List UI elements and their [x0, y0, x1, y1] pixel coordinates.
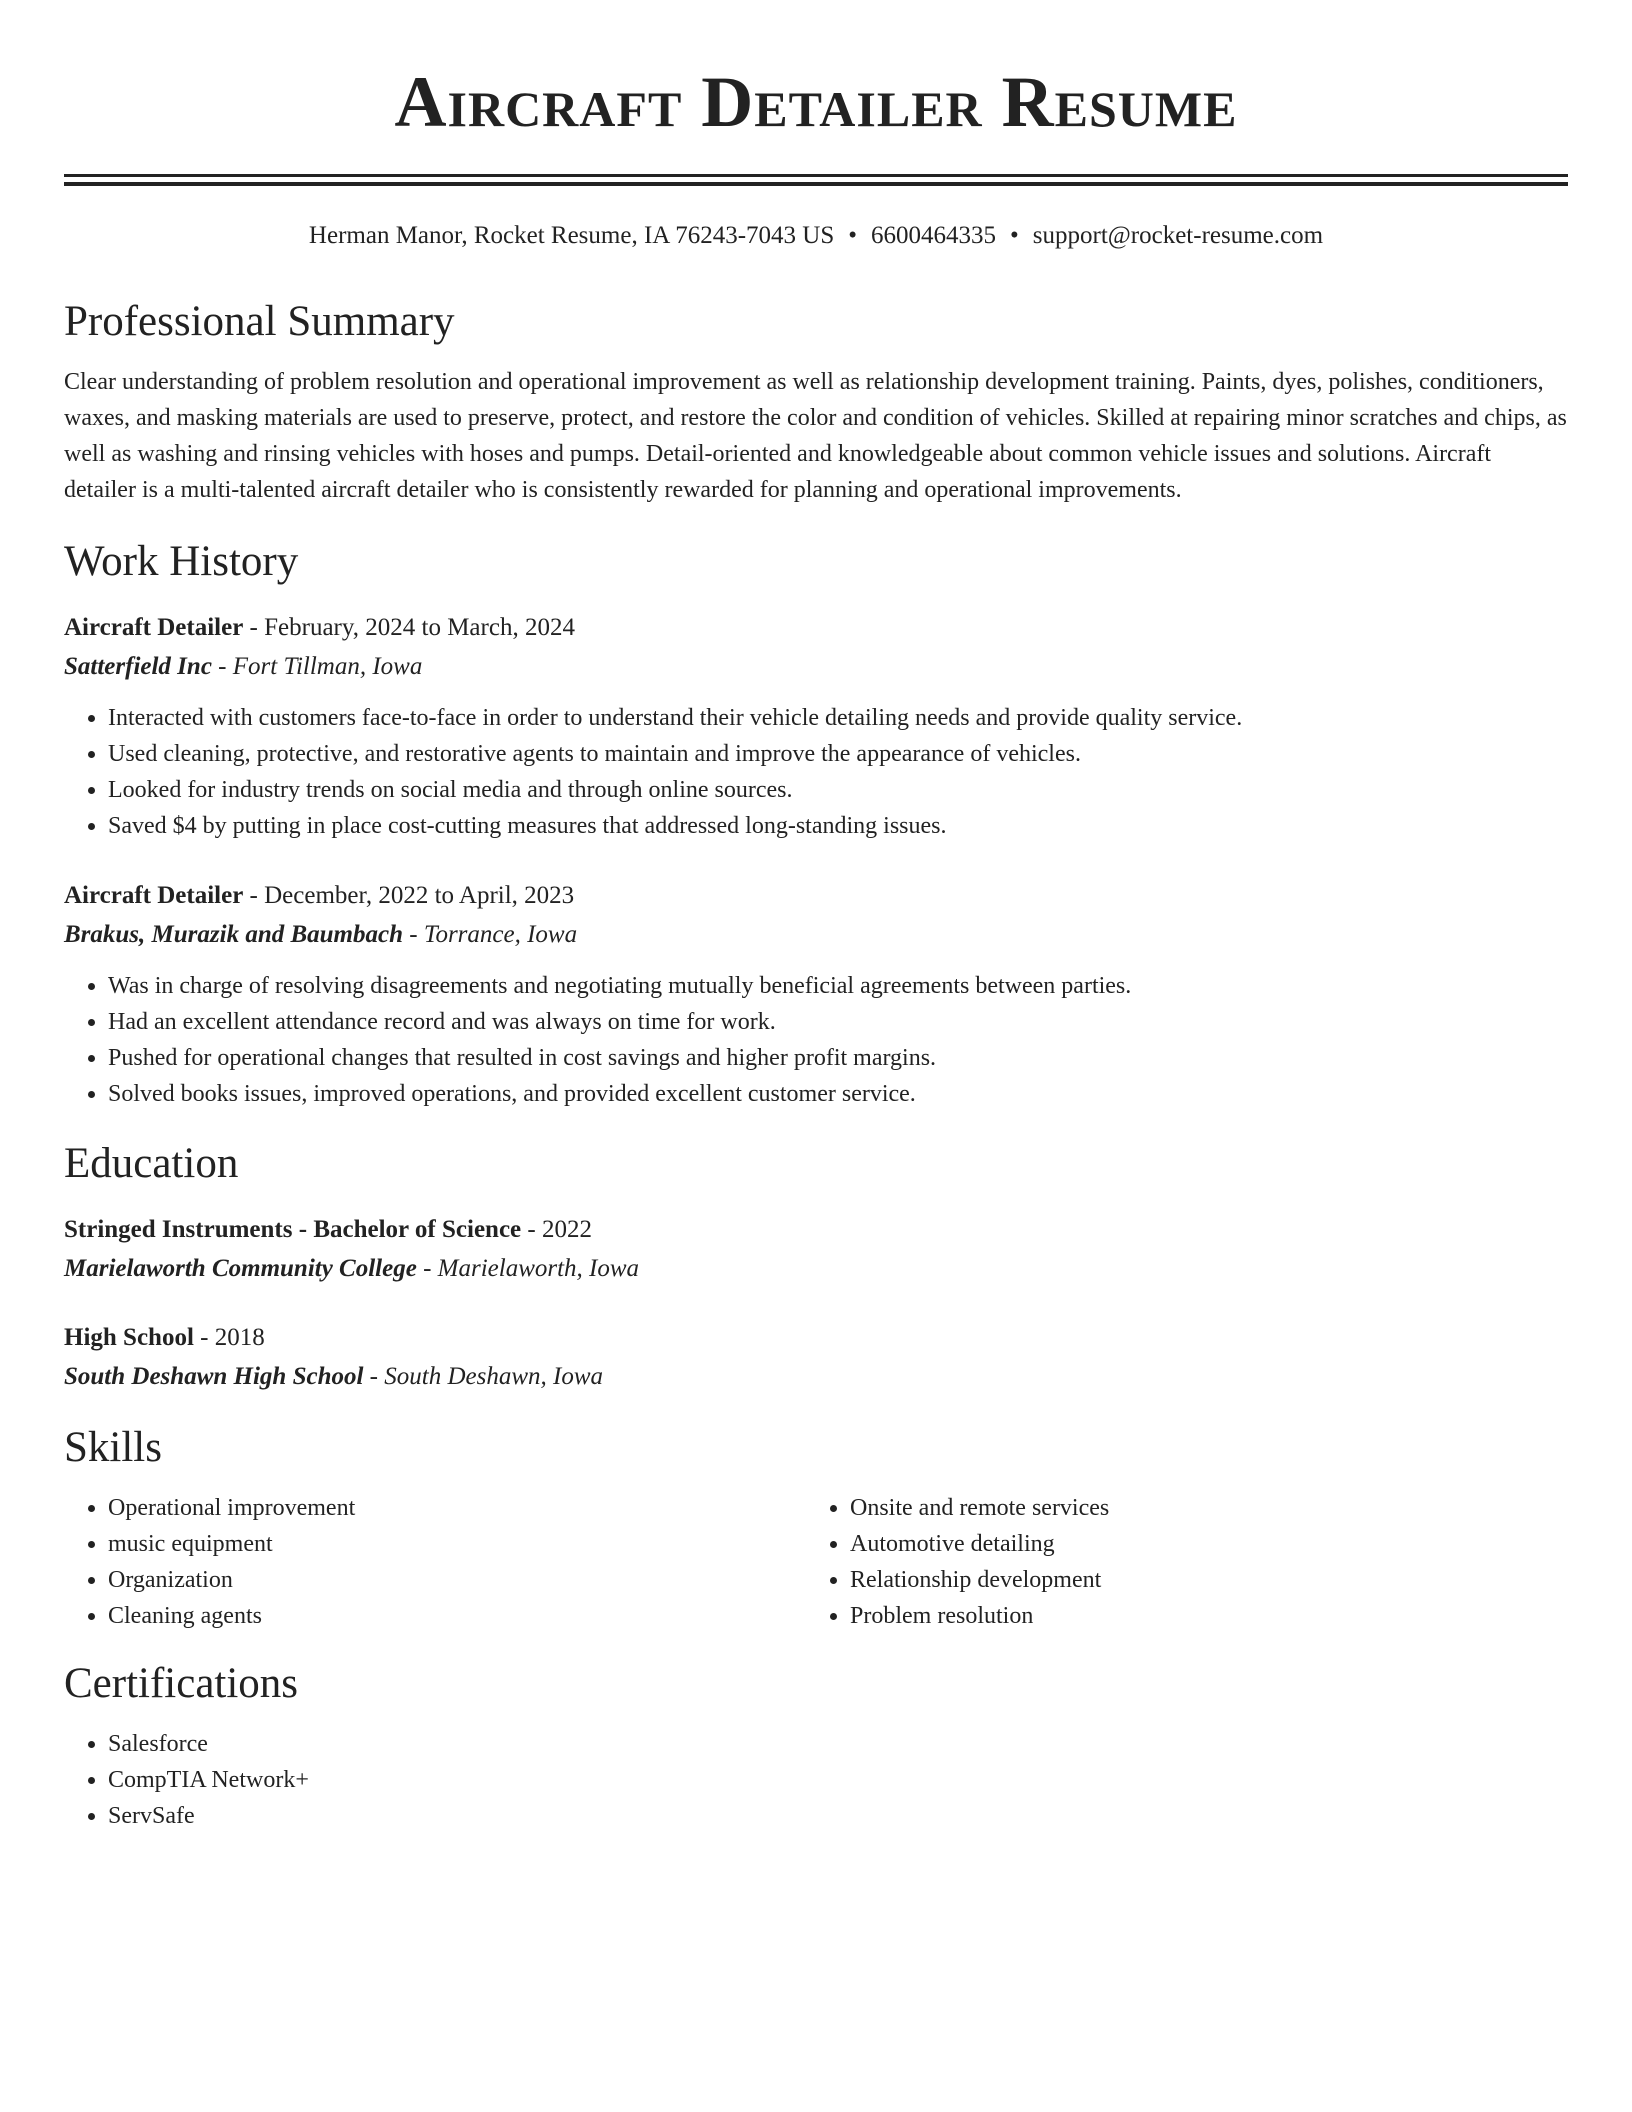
contact-line: [64, 220, 1568, 252]
job-role: Aircraft Detailer: [64, 882, 244, 909]
education-year: - 2022: [521, 1216, 592, 1243]
education-section: [64, 1136, 1568, 1396]
job-location: - Fort Tillman, Iowa: [211, 653, 423, 680]
education-school-line: [64, 1357, 1568, 1396]
summary-text: Clear understanding of problem resolution and operational improvement as well as relationship development training. Paints, dyes, polishes, conditioners, waxes, and masking materials are used to preserve, protect, and restore the color and condition of vehicles. Skilled at repairing minor scratches and chips, as well as washing and rinsing vehicles with hoses and pumps. Detail-oriented and knowledgeable about common vehicle issues and solutions. Aircraft detailer is a multi-talented aircraft detailer who is consistently rewarded for planning and operational improvements.: [64, 369, 1567, 503]
education-location: - Marielaworth, Iowa: [416, 1255, 640, 1282]
education-degree: Stringed Instruments - Bachelor of Science: [64, 1216, 522, 1243]
work-history-section: [64, 534, 1568, 1112]
skills-column-left: [64, 1490, 806, 1634]
work-history-heading: Work History: [64, 538, 299, 585]
summary-heading: Professional Summary: [64, 298, 455, 345]
skill-item: • Relationship development: [850, 1562, 1548, 1598]
education-entry: [64, 1210, 1568, 1288]
job-company-line: [64, 647, 1568, 686]
job-bullets: [64, 700, 1568, 844]
education-degree-line: [64, 1318, 1568, 1357]
job-entry: [64, 608, 1568, 844]
job-bullet: • Looked for industry trends on social media and through online sources.: [108, 772, 1568, 808]
education-school: Marielaworth Community College: [64, 1255, 417, 1282]
education-degree: High School: [64, 1324, 194, 1351]
skill-item: • Problem resolution: [850, 1598, 1548, 1634]
skills-section: [64, 1420, 1568, 1634]
job-bullet: • Solved books issues, improved operations, and provided excellent customer service.: [108, 1076, 1568, 1112]
certification-item: • CompTIA Network+: [108, 1762, 1568, 1798]
certifications-heading: Certifications: [64, 1660, 299, 1707]
certifications-list: [64, 1726, 1568, 1834]
education-heading: Education: [64, 1140, 239, 1187]
education-school-line: [64, 1249, 1568, 1288]
job-role: Aircraft Detailer: [64, 614, 244, 641]
job-entry: [64, 876, 1568, 1112]
certification-item: • ServSafe: [108, 1798, 1568, 1834]
job-bullet: • Pushed for operational changes that resulted in cost savings and higher profit margins.: [108, 1040, 1568, 1076]
skills-heading: Skills: [64, 1424, 162, 1471]
job-bullet: • Had an excellent attendance record and was always on time for work.: [108, 1004, 1568, 1040]
skill-item: • Onsite and remote services: [850, 1490, 1548, 1526]
skills-column-right: [806, 1490, 1548, 1634]
job-bullet: • Interacted with customers face-to-face in order to understand their vehicle detailing needs and provide quality service.: [108, 700, 1568, 736]
skill-item: • Organization: [108, 1562, 806, 1598]
contact-phone: 6600464335: [871, 222, 996, 249]
certification-item: • Salesforce: [108, 1726, 1568, 1762]
education-entry: [64, 1318, 1568, 1396]
skill-item: • Cleaning agents: [108, 1598, 806, 1634]
skill-item: • Operational improvement: [108, 1490, 806, 1526]
education-degree-line: [64, 1210, 1568, 1249]
job-title-line: [64, 608, 1568, 647]
skill-item: • Automotive detailing: [850, 1526, 1548, 1562]
job-dates: - February, 2024 to March, 2024: [243, 614, 575, 641]
contact-separator: •: [848, 222, 857, 249]
job-dates: - December, 2022 to April, 2023: [243, 882, 575, 909]
title-divider: [64, 174, 1568, 186]
education-location: - South Deshawn, Iowa: [363, 1363, 603, 1390]
contact-email: support@rocket-resume.com: [1032, 222, 1324, 249]
job-company: Brakus, Murazik and Baumbach: [64, 921, 404, 948]
education-year: - 2018: [193, 1324, 265, 1351]
skills-grid: [64, 1490, 1568, 1634]
job-title-line: [64, 876, 1568, 915]
job-company: Satterfield Inc: [64, 653, 212, 680]
certifications-section: [64, 1656, 1568, 1834]
job-bullet: • Saved $4 by putting in place cost-cutting measures that addressed long-standing issues.: [108, 808, 1568, 844]
contact-address: Herman Manor, Rocket Resume, IA 76243-7043 US: [308, 222, 835, 249]
skill-item: • music equipment: [108, 1526, 806, 1562]
education-school: South Deshawn High School: [64, 1363, 364, 1390]
summary-section: [64, 294, 1568, 508]
job-bullet: • Was in charge of resolving disagreements and negotiating mutually beneficial agreements between parties.: [108, 968, 1568, 1004]
job-bullet: • Used cleaning, protective, and restorative agents to maintain and improve the appearance of vehicles.: [108, 736, 1568, 772]
job-company-line: [64, 915, 1568, 954]
job-location: - Torrance, Iowa: [403, 921, 578, 948]
job-bullets: [64, 968, 1568, 1112]
resume-title: Aircraft Detailer Resume: [394, 62, 1238, 142]
contact-separator: •: [1010, 222, 1019, 249]
